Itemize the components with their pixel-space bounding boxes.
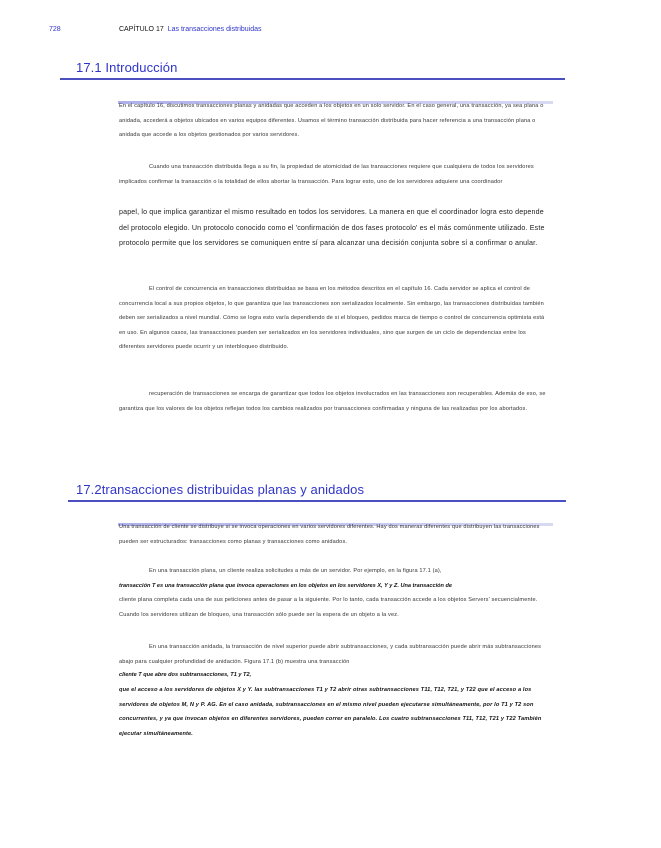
paragraph-dist-3a: En una transacción anidada, la transacción de nivel superior puede abrir subtransacciones, y cada subtransacción puede abrir más subtransacciones abajo para cualquier profundidad de anidación. Figura 17.1 (b) muestra una transacción: [119, 644, 542, 665]
section-heading-2: 17.2transacciones distribuidas planas y anidados: [76, 482, 365, 497]
paragraph-intro-2: Cuando una transacción distribuida llega a su fin, la propiedad de atomicidad de las transacciones requiere que cualquiera de todos los servidores implicados confirmar la transacción o la totalidad de ellos abortar la transacción. Para lograr esto, uno de los servidores adquiere una coordinador: [119, 164, 534, 185]
paragraph-dist-2b: transacción T es una transacción plana que invoca operaciones en los objetos en los servidores X, Y y Z. Una transacción de: [119, 583, 453, 589]
paragraph-dist-3b: cliente T que abre dos subtransacciones, T1 y T2,: [119, 672, 252, 678]
paragraph-dist-2a: En una transacción plana, un cliente realiza solicitudes a más de un servidor. Por ejemplo, en la figura 17.1 (a),: [149, 568, 442, 574]
paragraph-intro-1: En el capítulo 16, discutimos transacciones planas y anidadas que acceden a los objetos en un solo servidor. En el caso general, una transacción, ya sea plana o anidada, accederá a objetos ubicados en varios equipos diferentes. Usamos el término transacción distribuida para hacer referencia a una transacción plana o anidada que accede a los objetos gestionados por varios servidores.: [119, 103, 544, 139]
chapter-label: [119, 26, 262, 33]
running-header: [0, 26, 661, 40]
page-number: 728: [49, 26, 61, 33]
paragraph-intro-5: recuperación de transacciones se encarga de garantizar que todos los objetos involucrados en las transacciones son recuperables. Además de eso, se garantiza que los valores de los objetos reflejan todos los cambios realizados por transacciones confirmadas y ninguna de las realizadas por los abortados.: [119, 391, 546, 412]
chapter-number: CAPÍTULO 17: [119, 26, 164, 33]
paragraph-dist-3c: que el acceso a los servidores de objetos X y Y. las subtransacciones T1 y T2 abrir otras subtransacciones T11, T12, T21, y T22 que el acceso a los servidores de objetos M, N y P. AG. En el caso anidada, subtransacciones en el mismo nivel pueden ejecutarse simultáneamente, por lo T1 y T2 son concurrentes, y ya que invocan objetos en diferentes servidores, pueden correr en paralelo. Los cuatro subtransacciones T11, T12, T21 y T22 También ejecutar simultáneamente.: [119, 687, 542, 737]
paragraph-dist-2c: cliente plana completa cada una de sus peticiones antes de pasar a la siguiente. Por lo tanto, cada transacción accede a los objetos Servers' secuencialmente. Cuando los servidores utilizan de bloqueo, una transacción sólo puede ser la espera de un objeto a la vez.: [119, 597, 538, 618]
chapter-title: Las transacciones distribuidas: [167, 26, 262, 33]
paragraph-intro-4: El control de concurrencia en transacciones distribuidas se basa en los métodos descritos en el capítulo 16. Cada servidor se aplica el control de concurrencia local a sus propios objetos, lo que garantiza que las transacciones son serializados localmente. Sin embargo, las transacciones distribuidas también deben ser serializados a nivel mundial. Cómo se logra esto varía dependiendo de si el bloqueo, pedidos marca de tiempo o control de concurrencia optimista está en uso. En algunos casos, las transacciones pueden ser serializados en los servidores individuales, sino que surgen de un ciclo de dependencias entre los diferentes servidores puede ocurrir y un interbloqueo distribuido.: [119, 286, 545, 351]
paragraph-intro-3: papel, lo que implica garantizar el mismo resultado en todos los servidores. La manera en que el coordinador logra esto depende del protocolo elegido. Un protocolo conocido como el 'confirmación de dos fases protocolo' es el más comúnmente utilizado. Este protocolo permite que los servidores se comuniquen entre sí para alcanzar una decisión conjunta sobre sí a confirmar o anular.: [119, 208, 545, 248]
section-heading-1: 17.1 Introducción: [76, 60, 178, 75]
section-rule-1: [60, 78, 565, 80]
section-rule-2: [68, 500, 566, 502]
paragraph-dist-1: Una transacción de cliente se distribuye si se invoca operaciones en varios servidores diferentes. Hay dos maneras diferentes que distribuyen las transacciones pueden ser estructurados: transacciones como planas y transacciones como anidados.: [119, 524, 540, 545]
